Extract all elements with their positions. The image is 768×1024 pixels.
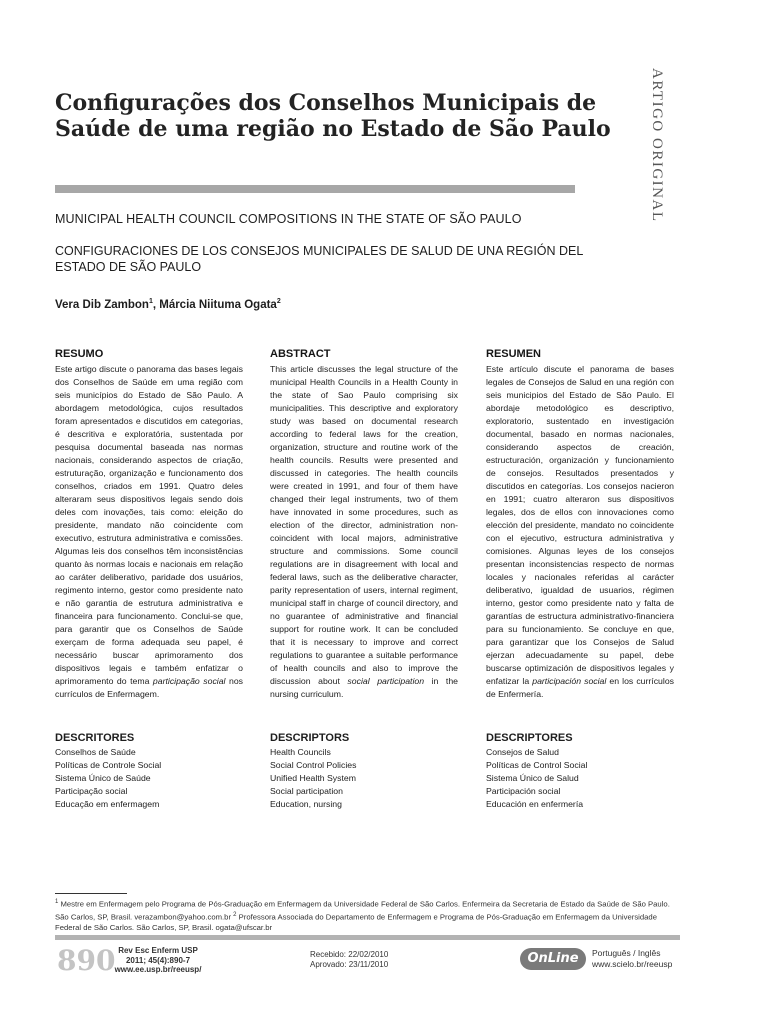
footer-divider-bar: [55, 935, 680, 940]
author-affiliation-mark: 1: [148, 298, 153, 305]
keyword-item: Participação social: [55, 786, 128, 796]
keyword-item: Sistema Único de Saúde: [55, 773, 151, 783]
author-affiliation-mark: 2: [276, 298, 281, 305]
descritores-block: [55, 732, 245, 811]
approved-date: Aprovado: 23/11/2010: [310, 960, 389, 969]
resumen-heading: RESUMEN: [486, 348, 542, 360]
descriptores-heading: DESCRIPTORES: [486, 732, 573, 744]
journal-link[interactable]: www.ee.usp.br/reeusp/: [114, 965, 202, 974]
abstract-column: [270, 348, 458, 701]
abstract-text: This article discusses the legal structure of the municipal Health Councils in a Health County in the state of Sao Paulo comprising six municipalities. This descriptive and exploratory study was based on documental research according to federal laws for the creation, organization, structure and routine work of the health councils. Results were presented and discussed in categories. The health councils were created in 1991, and four of them have changed their legal instruments, two of them have innovated in some procedures, such as election of the director, administration non-coincident with local majors, administrative structure and commissions. Some council regulations are in disagreement with local and federal laws, such as the deliberative character, parity representation of users, internal regiment, municipal staff in charge of council directory, and no guarantee of administrative and financial support for routine work. It can be concluded that it is necessary to improve and correct regulations to guarantee a suitable performance of health councils and also to improve the discussion about social participation in the nursing curriculum.: [270, 364, 459, 699]
keyword-item: Consejos de Salud: [486, 747, 559, 757]
journal-citation: Rev Esc Enferm USP 2011; 45(4):890-7 www.ee.usp.br/reeusp/: [103, 946, 213, 975]
keyword-item: Education, nursing: [270, 799, 342, 809]
footnote-rule: [55, 893, 127, 894]
resumo-text: Este artigo discute o panorama das bases legais dos Conselhos de Saúde em uma região com seis municípios do Estado de São Paulo. A abordagem metodológica, cujos resultados foram apresentados e discutidos em categorias, é descritiva e exploratória, sustentada por pesquisa documental baseada nas normas nacionais, considerando aspectos de criação, estruturação, organização e funcionamento dos conselhos, criados em 1991. Quatro deles alteraram seus dispositivos legais sendo dois deles com inovações, tais como: eleição do presidente, mandato não coincidente com executivo, estrutura administrativa e comissões. Algumas leis dos conselhos têm inconsistências quanto às normas locais e nacionais em relação ao caráter deliberativo, paridade dos usuários, regimento interno, gestor como presidente nato e não garantia de estrutura administrativa e financeira para funcionamento. Conclui-se que, para garantir que os Conselhos de Saúde exerçam de forma adequada seu papel, é necessário buscar aprimoramento dos dispositivos legais e também enfatizar o aprimoramento do tema participação social nos currículos de Enfermagem.: [55, 364, 243, 699]
keyword-item: Sistema Único de Salud: [486, 773, 579, 783]
author-name: Vera Dib Zambon: [55, 298, 149, 311]
abstract-heading: ABSTRACT: [270, 348, 331, 360]
title-spanish: CONFIGURACIONES DE LOS CONSEJOS MUNICIPALES DE SALUD DE UNA REGIÓN DEL ESTADO DE SÃO PAULO: [55, 244, 583, 274]
footnote: $^1$ Mestre em Enfermagem pelo Programa de Pós-Graduação em Enfermagem da Universidade Federal de São Carlos. Enfermeira da Secretaria de Estado da Saúde de São Paulo. São Carlos, SP, Brasil. verazambon@yahoo.com.br $^2$ Professora Associada do Departamento de Enfermagem e Programa de Pós-Graduação em Enfermagem da Universidade Federal de São Carlos. São Carlos, SP, Brasil. ogata@ufscar.br: [55, 899, 670, 933]
descriptores-block: [486, 732, 676, 811]
footnote-mark: 2: [233, 911, 237, 918]
page-number: 890: [57, 944, 116, 977]
online-logo: OnLine: [520, 948, 586, 970]
descriptors-block: [270, 732, 460, 811]
author-line: [55, 298, 281, 311]
resumen-column: [486, 348, 674, 701]
title-english: MUNICIPAL HEALTH COUNCIL COMPOSITIONS IN THE STATE OF SÃO PAULO: [55, 212, 522, 226]
keyword-item: Health Councils: [270, 747, 331, 757]
resumo-emphasis: participação social: [152, 676, 226, 686]
author-name: Márcia Niituma Ogata: [159, 298, 277, 311]
abstract-emphasis: social participation: [347, 676, 425, 686]
keyword-item: Educação em enfermagem: [55, 799, 160, 809]
received-date: Recebido: 22/02/2010: [310, 950, 389, 959]
keyword-item: Participación social: [486, 786, 561, 796]
keyword-item: Políticas de Control Social: [486, 760, 588, 770]
keyword-item: Conselhos de Saúde: [55, 747, 136, 757]
resumo-column: [55, 348, 243, 701]
resumo-heading: RESUMO: [55, 348, 104, 360]
author-separator: ,: [152, 298, 160, 311]
scielo-link[interactable]: www.scielo.br/reeusp: [592, 959, 673, 969]
footnote-mark: 1: [55, 899, 59, 905]
descritores-heading: DESCRITORES: [55, 732, 135, 744]
keyword-item: Social Control Policies: [270, 760, 357, 770]
resumen-emphasis: participación social: [532, 676, 607, 686]
keyword-item: Políticas de Controle Social: [55, 760, 162, 770]
submission-dates: [310, 950, 388, 970]
keyword-item: Unified Health System: [270, 773, 356, 783]
descriptors-heading: DESCRIPTORS: [270, 732, 350, 744]
keyword-item: Educación en enfermería: [486, 799, 584, 809]
article-type-label: ARTIGO ORIGINAL: [649, 68, 665, 223]
language-info: Português / Inglês www.scielo.br/reeusp: [592, 948, 673, 969]
resumen-text: Este artículo discute el panorama de bases legales de Consejos de Salud en una región con seis municipios del Estado de São Paulo. El abordaje metodológico es descriptivo, exploratorio, sustentado en investigación documental, basado en normas nacionales, considerando aspectos de creación, estructuración, organización y funcionamiento de consejos. Resultados presentados y discutidos en categorías. Los consejos nacieron en 1991; cuatro alteraron sus dispositivos legales, dos de ellos con innovaciones como elección del presidente, mandato no coincidente con el ejecutivo, estructura administrativa y comisiones. Algunas leyes de los consejos presentan inconsistencias respecto de normas locales y nacionales referidas al carácter deliberativo, igualdad de usuarios, régimen interno, gestor como presidente nato y falta de garantías de estructura administrativo-financiera para su funcionamiento. Se concluye en que, para garantizar que los Consejos de Salud ejerzan adecuadamente su papel, debe buscarse optimización de dispositivos legales y enfatizar la participación social en los currículos de Enfermería.: [486, 364, 674, 699]
keyword-item: Social participation: [270, 786, 343, 796]
article-title: Configurações dos Conselhos Municipais de Saúde de uma região no Estado de São Paulo: [55, 90, 611, 142]
title-divider-bar: [55, 185, 575, 193]
